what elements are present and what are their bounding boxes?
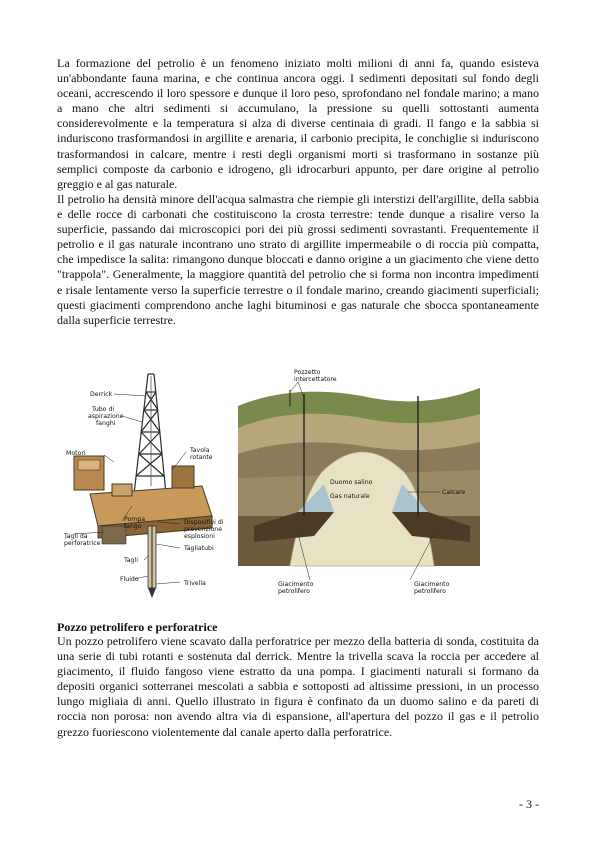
label-pozzetto-2: intercettatore <box>294 376 337 383</box>
label-dispositivi-2: prevenzione <box>184 526 223 533</box>
label-giacimento-2b: petrolifero <box>414 588 446 595</box>
geological-cross-section <box>238 369 480 595</box>
paragraph-migration: Il petrolio ha densità minore dell'acqua salmastra che riempie gli interstizi dell'argillite, della sabbia e delle rocce di carbonati che costituiscono la crosta terrestre: tende dunque a risalire verso la superficie, passando dai microscopici pori dei più grossi sedimenti sovrastanti. Frequentemente il petrolio e il gas naturale incontrano uno strato di argillite impermeabile o di roccia più compatta, che impedisce la salita: rimangono dunque bloccati e danno origine a un giacimento che viene detto "trappola". Generalmente, la maggiore quantità del petrolio che si forma non incontra impedimenti e risale lentamente verso la superficie terrestre o il fondale marino, creando giacimenti superficiali; questi giacimenti comprendono anche laghi bituminosi e gas naturale che sbocca spontaneamente dalla superficie terrestre. <box>57 192 539 327</box>
label-tubo-1: Tubo di <box>92 406 115 413</box>
label-duomo: Duomo salino <box>330 479 373 486</box>
label-tubo-2: aspirazione <box>88 413 124 420</box>
label-trivella: Trivella <box>184 580 206 587</box>
label-pozzetto-1: Pozzetto <box>294 369 321 376</box>
label-fluido: Fluido <box>120 576 139 583</box>
label-tagli-perf-2: perforatrice <box>64 540 101 547</box>
label-tagliatubi: Tagliatubi <box>184 545 214 552</box>
paragraph-formation: La formazione del petrolio è un fenomeno iniziato molti milioni di anni fa, quando esisteva un'abbondante fauna marina, e che continua ancora oggi. I sedimenti depositati sul fondo degli oceani, accrescendo il loro spessore e dunque il loro peso, sprofondano nel fondale marino; a mano a mano che altri sedimenti si accumulano, la pressione su quelli sottostanti aumenta considerevolmente e la temperatura si alza di diverse centinaia di gradi. Il fango e la sabbia si induriscono trasformandosi in argillite e arenaria, il carbonio precipita, le conchiglie si induriscono trasformandosi in calcare, mentre i resti degli organismi morti si trasformano in sostanze più semplici composte da carbonio e idrogeno, gli idrocarburi appunto, per dare origine al petrolio greggio e al gas naturale. <box>57 56 539 191</box>
section-heading: Pozzo petrolifero e perforatrice <box>57 620 218 634</box>
label-motori: Motori <box>66 450 86 457</box>
label-tavola-2: rotante <box>190 454 213 461</box>
label-pompa-1: Pompa <box>124 516 146 523</box>
oil-well-illustration <box>62 366 536 611</box>
drilling-rig <box>63 374 224 598</box>
page-number: - 3 - <box>519 797 539 811</box>
label-tagli-perf-1: Tagli da <box>64 533 88 540</box>
label-gas: Gas naturale <box>330 493 370 500</box>
label-dispositivi-1: Dispositivi di <box>184 519 224 526</box>
label-tubo-3: fanghi <box>96 420 116 427</box>
label-giacimento-1a: Giacimento <box>278 581 314 588</box>
label-derrick: Derrick <box>90 391 113 398</box>
label-giacimento-1b: petrolifero <box>278 588 310 595</box>
label-tavola-1: Tavola <box>190 447 210 454</box>
label-giacimento-2a: Giacimento <box>414 581 450 588</box>
label-tagli: Tagli <box>124 557 138 564</box>
label-calcare: Calcare <box>442 489 466 496</box>
label-dispositivi-3: esplosioni <box>184 533 215 540</box>
paragraph-oil-well: Un pozzo petrolifero viene scavato dalla perforatrice per mezzo della batteria di sonda, costituita da una serie di tubi rotanti e sostenuta dal derrick. Mentre la trivella scava la roccia per accedere al giacimento, il fluido fangoso viene estratto da una pompa. I giacimenti naturali si formano da depositi organici sotterranei mescolati a sabbia e sottoposti ad altissime pressioni, in un processo lungo migliaia di anni. Quello illustrato in figura è confinato da un duomo salino e da pareti di roccia non porosa: non avendo altra via di espansione, all'apertura del pozzo il gas e il petrolio grezzo fuoriescono violentemente dal canale aperto dalla perforatrice. <box>57 634 539 739</box>
label-pompa-2: fango <box>124 523 142 530</box>
